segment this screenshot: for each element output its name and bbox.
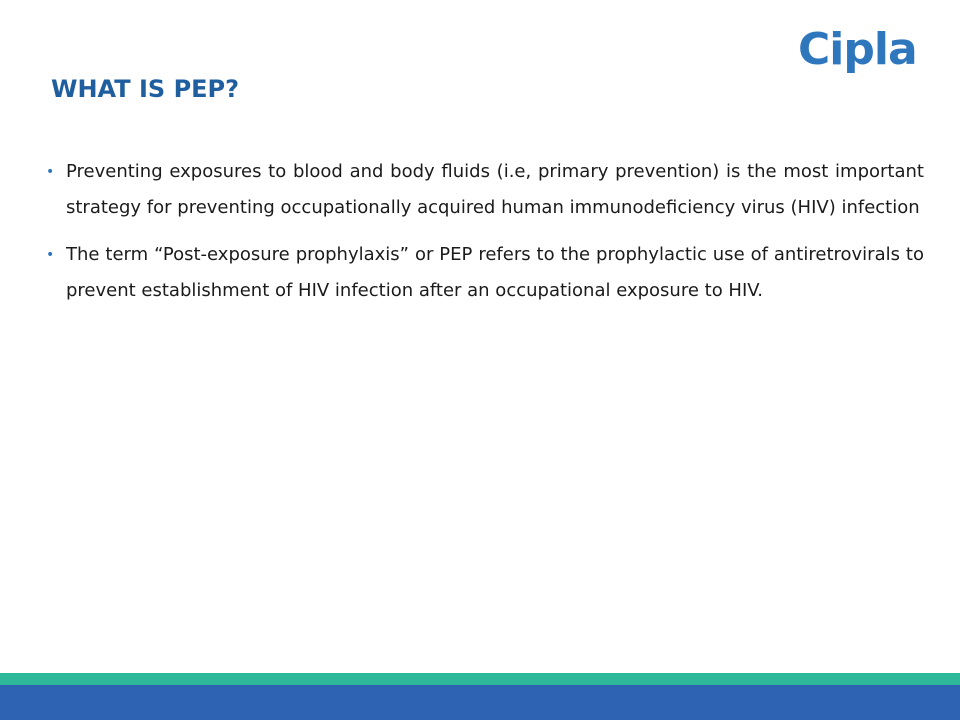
bullet-item bbox=[46, 237, 924, 309]
footer-blue-band bbox=[0, 685, 960, 720]
slide-title: WHAT IS PEP? bbox=[51, 75, 240, 103]
bullet-dot-icon: • bbox=[46, 164, 55, 180]
bullet-list bbox=[46, 154, 924, 320]
footer-green-band bbox=[0, 673, 960, 685]
bullet-dot-icon: • bbox=[46, 247, 55, 263]
bullet-item bbox=[46, 154, 924, 226]
bullet-text: Preventing exposures to blood and body fluids (i.e, primary prevention) is the most important strategy for preventing occupationally acquired human immunodeficiency virus (HIV) infection bbox=[66, 161, 924, 218]
bullet-text: The term “Post-exposure prophylaxis” or PEP refers to the prophylactic use of antiretrovirals to prevent establishment of HIV infection after an occupational exposure to HIV. bbox=[66, 244, 924, 301]
cipla-logo: Cipla bbox=[798, 24, 917, 75]
